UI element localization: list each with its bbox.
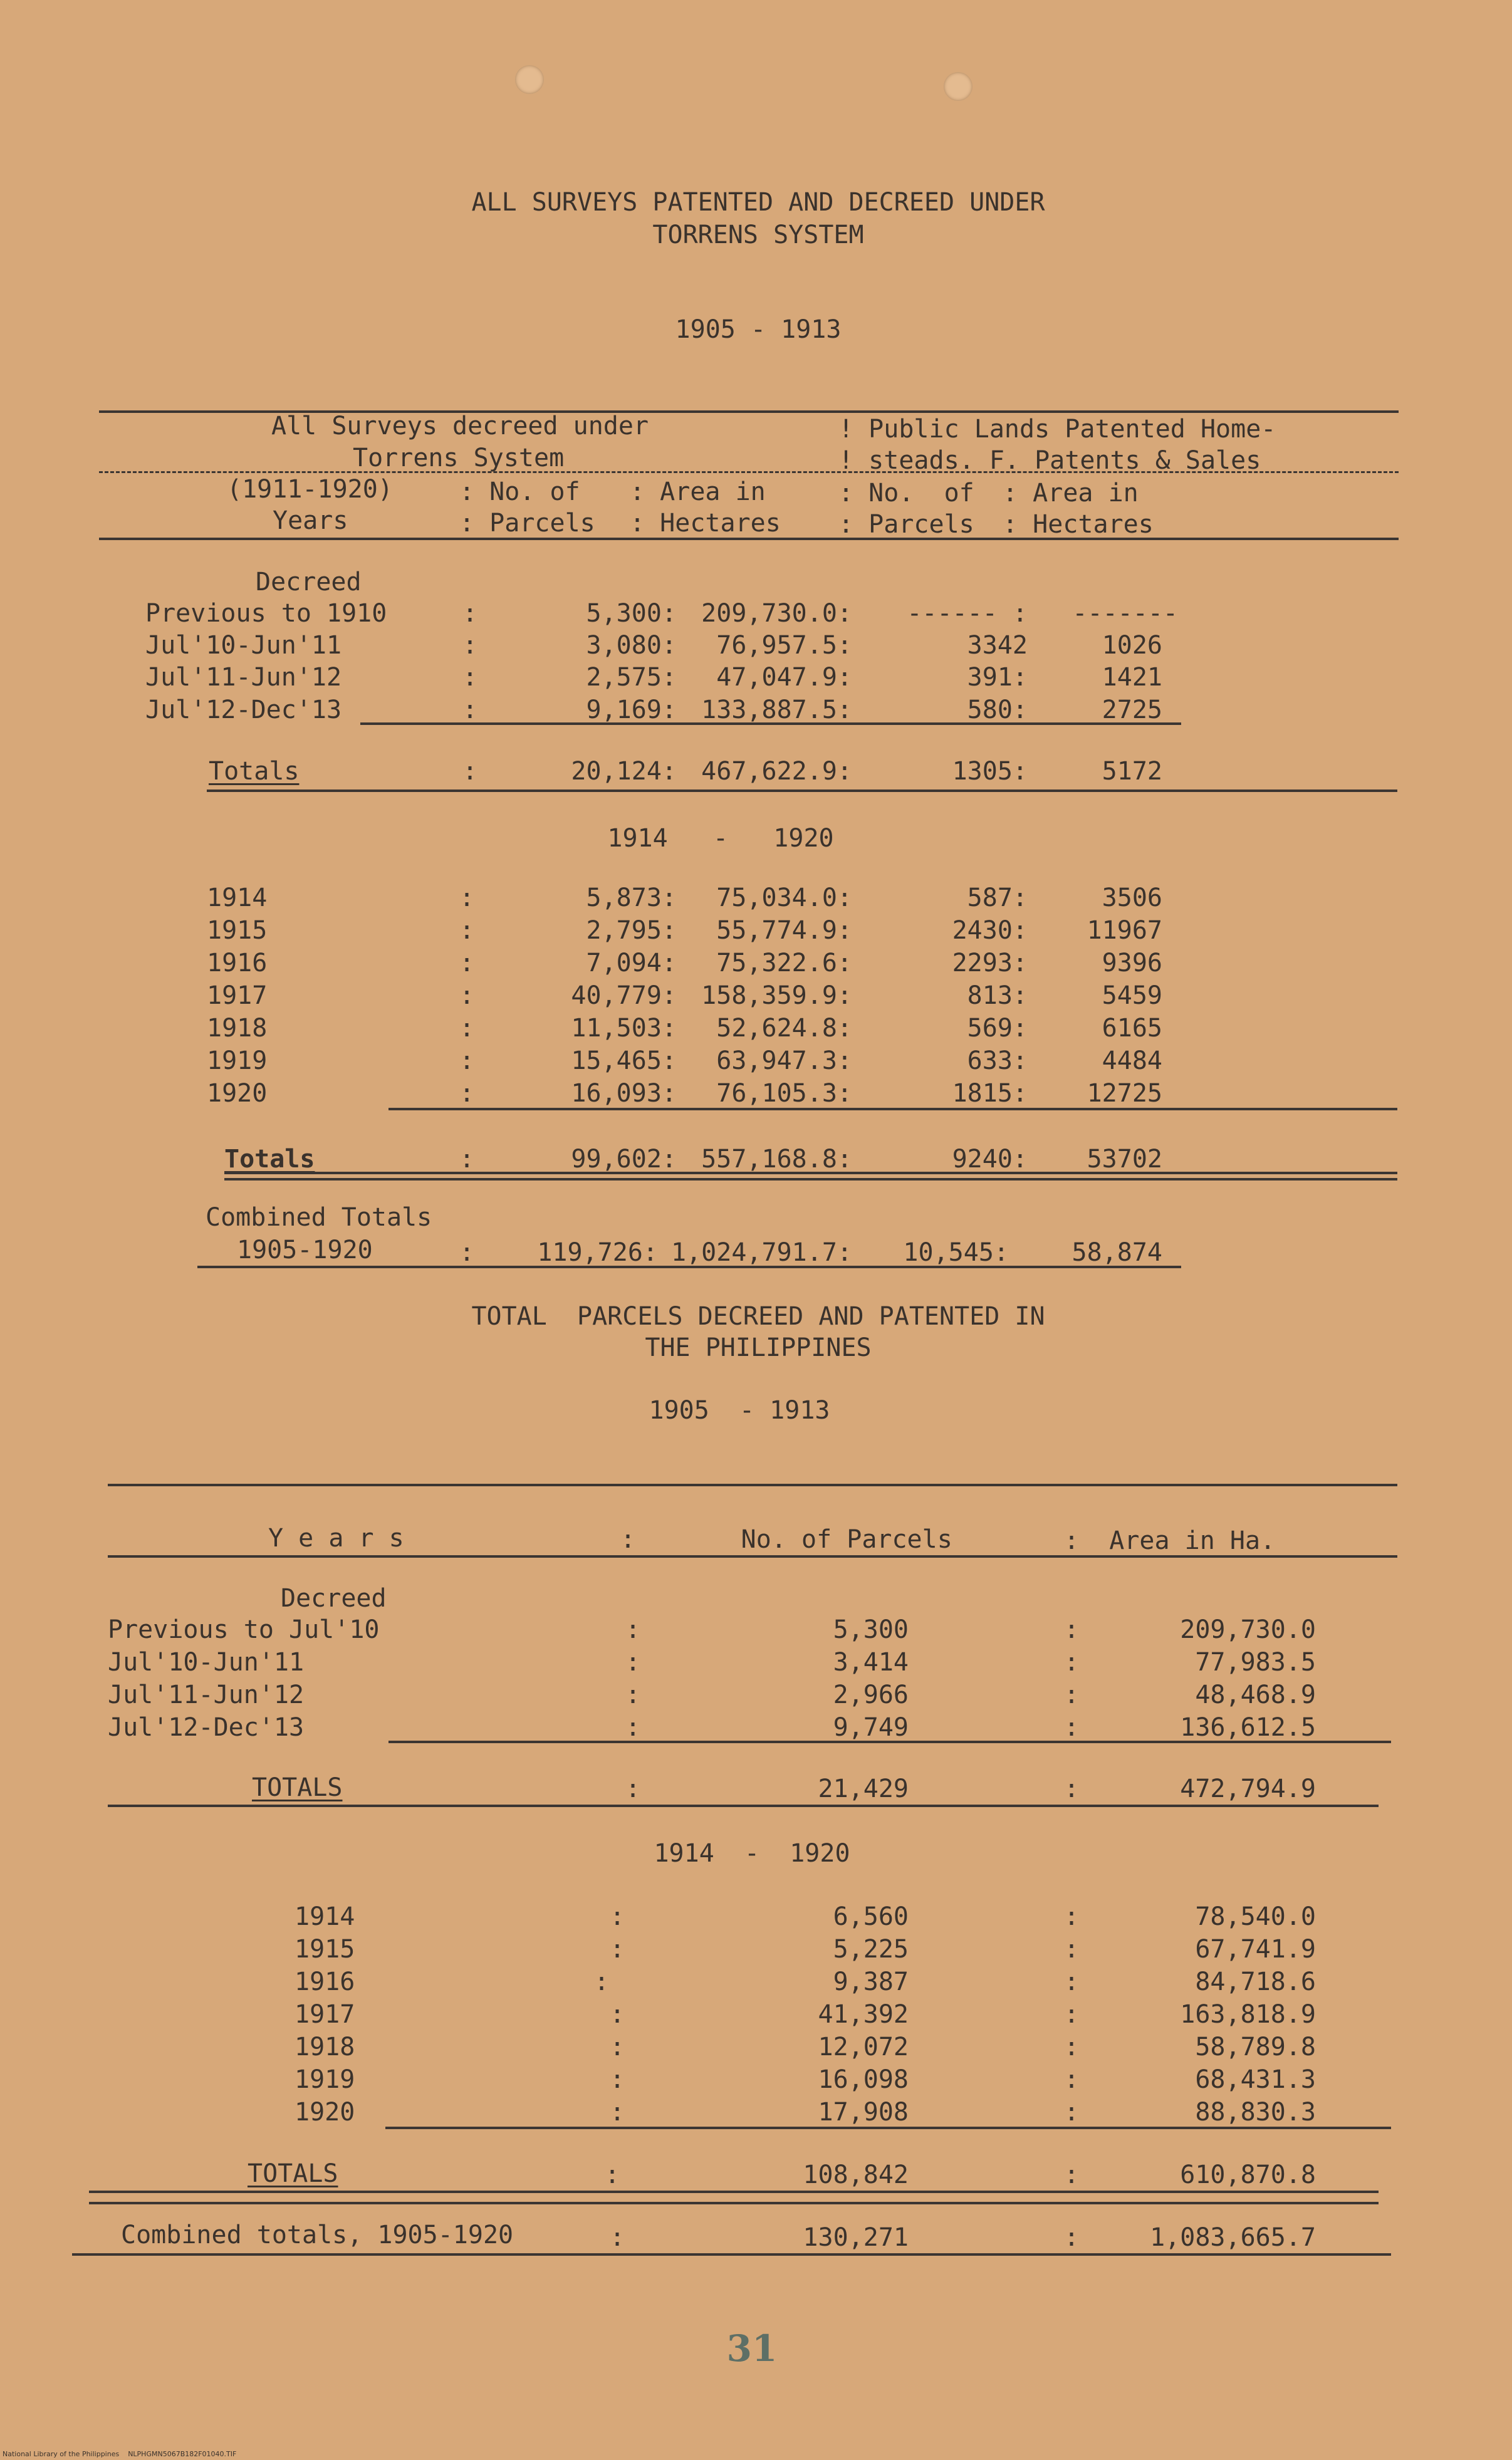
s2-row-area: 67,741.9	[1195, 1935, 1316, 1964]
s2-row-sep: :	[610, 2098, 625, 2127]
s1-row-parcels: 5,873:	[586, 883, 677, 912]
s2-row-sep2: :	[1064, 1935, 1080, 1964]
s2-col-years: Y e a r s	[268, 1524, 404, 1553]
s1-row-sep: :	[459, 1014, 475, 1043]
s1-combined-rule	[197, 1266, 1181, 1268]
s2-row-area: 78,540.0	[1195, 1902, 1316, 1931]
s1-row-pparcels: 391:	[967, 663, 1028, 692]
s1-row-label: 1916	[207, 949, 268, 977]
s2-row-parcels: 6,560	[833, 1902, 909, 1931]
s1-row-area: 75,322.6:	[716, 949, 852, 977]
section1-title-line2: TORRENS SYSTEM	[652, 221, 864, 249]
s2-row-parcels: 5,300	[833, 1615, 909, 1644]
s1-row-pparcels: 2293:	[952, 949, 1028, 977]
s1-row-pparcels: 569:	[967, 1014, 1028, 1043]
s1-combined-parea: 58,874	[1071, 1238, 1162, 1267]
s1-row-sep: :	[459, 1046, 475, 1075]
s2-row-parcels: 12,072	[818, 2033, 909, 2061]
s2-row-label: 1914	[295, 1902, 355, 1931]
s2-row-parcels: 9,387	[833, 1967, 909, 1996]
section1-header-mid-rule	[99, 471, 1399, 473]
col-pparcels-line1: : No. of	[838, 479, 974, 508]
s2-combined-area: 1,083,665.7	[1150, 2223, 1316, 2252]
s1-row-area: 63,947.3:	[716, 1046, 852, 1075]
s1-row-sep: :	[459, 883, 475, 912]
s2-row-sep: :	[625, 1713, 641, 1742]
s1-row-area: 47,047.9:	[716, 663, 852, 692]
s2-row-parcels: 3,414	[833, 1648, 909, 1677]
s1-totals-a-sep: :	[462, 757, 478, 786]
s1-period2: 1914 - 1920	[607, 824, 834, 853]
section2-period: 1905 - 1913	[649, 1396, 830, 1425]
s1-row-area: 133,887.5:	[701, 696, 852, 724]
s1-row-parea: 1026	[1102, 631, 1162, 660]
s1-row-parcels: 9,169:	[586, 696, 677, 724]
s2-rows-a-rule	[388, 1741, 1391, 1743]
s1-row-area: 158,359.9:	[701, 981, 852, 1010]
s2-totals-b-parcels: 108,842	[803, 2160, 909, 2189]
s1-row-label: Jul'10-Jun'11	[145, 631, 342, 660]
s2-row-area: 84,718.6	[1195, 1967, 1316, 1996]
s1-row-parea: -------	[1072, 599, 1178, 628]
s2-combined-sep: :	[610, 2223, 625, 2252]
s1-row-parea: 11967	[1087, 916, 1162, 945]
s2-row-label: 1916	[295, 1967, 355, 1996]
s2-row-sep: :	[610, 1902, 625, 1931]
s2-row-label: 1918	[295, 2033, 355, 2061]
section1-header-bottom-rule	[99, 538, 1399, 540]
s2-row-sep: :	[610, 2033, 625, 2061]
s2-row-sep: :	[625, 1648, 641, 1677]
s1-row-label: 1915	[207, 916, 268, 945]
s1-row-parea: 2725	[1102, 696, 1162, 724]
s2-row-label: Previous to Jul'10	[108, 1615, 380, 1644]
s1-combined-area: 1,024,791.7:	[671, 1238, 852, 1267]
s2-totals-b-label: TOTALS	[248, 2159, 338, 2188]
s2-row-area: 48,468.9	[1195, 1681, 1316, 1709]
s1-row-parcels: 2,575:	[586, 663, 677, 692]
s2-row-sep2: :	[1064, 1648, 1080, 1677]
s1-row-parcels: 16,093:	[571, 1079, 677, 1108]
s1-row-pparcels: 2430:	[952, 916, 1028, 945]
col-pparcels-line2: : Parcels	[838, 510, 974, 539]
s1-row-label: 1914	[207, 883, 268, 912]
s2-row-sep: :	[625, 1681, 641, 1709]
s1-combined-parcels: 119,726:	[537, 1238, 658, 1267]
s1-combined-label2: 1905-1920	[237, 1236, 373, 1264]
s2-row-sep: :	[610, 2000, 625, 2029]
s2-row-parcels: 2,966	[833, 1681, 909, 1709]
s1-totals-b-sep: :	[459, 1145, 475, 1174]
s2-row-sep2: :	[1064, 1681, 1080, 1709]
s2-totals-b-area: 610,870.8	[1180, 2160, 1316, 2189]
s2-row-sep: :	[625, 1615, 641, 1644]
s2-totals-b-rule	[89, 2191, 1379, 2193]
s2-totals-a-rule	[108, 1805, 1379, 1807]
col-years-line2: Years	[273, 506, 348, 535]
s2-combined-parcels: 130,271	[803, 2223, 909, 2252]
s1-row-area: 55,774.9:	[716, 916, 852, 945]
s1-combined-sep: :	[459, 1238, 475, 1267]
s1-row-sep: :	[459, 1079, 475, 1108]
s1-totals-a-parcels: 20,124:	[571, 757, 677, 786]
s2-row-sep2: :	[1064, 1615, 1080, 1644]
s2-row-label: Jul'12-Dec'13	[108, 1713, 305, 1742]
s1-totals-b-label: Totals	[224, 1145, 315, 1174]
s2-row-sep2: :	[1064, 2033, 1080, 2061]
s1-totals-a-area: 467,622.9:	[701, 757, 852, 786]
s1-totals-b-area: 557,168.8:	[701, 1145, 852, 1174]
s2-decreed-label: Decreed	[281, 1584, 387, 1613]
s2-combined-sep2: :	[1064, 2223, 1080, 2252]
s1-row-parcels: 11,503:	[571, 1014, 677, 1043]
s1-row-pparcels: 633:	[967, 1046, 1028, 1075]
s1-row-parcels: 5,300:	[586, 599, 677, 628]
s2-row-area: 136,612.5	[1180, 1713, 1316, 1742]
s1-row-parea: 4484	[1102, 1046, 1162, 1075]
s1-row-sep: :	[459, 981, 475, 1010]
punch-hole-left	[515, 65, 544, 94]
s1-row-label: Jul'12-Dec'13	[145, 696, 342, 724]
s1-row-parea: 6165	[1102, 1014, 1162, 1043]
s2-row-label: Jul'10-Jun'11	[108, 1648, 305, 1677]
s1-row-area: 75,034.0:	[716, 883, 852, 912]
section1-header-left-line2: Torrens System	[353, 444, 565, 472]
section2-top-rule	[108, 1484, 1397, 1486]
s2-row-sep2: :	[1064, 1967, 1080, 1996]
s1-totals-b-rule	[224, 1172, 1397, 1174]
s1-row-area: 52,624.8:	[716, 1014, 852, 1043]
section1-title-line1: ALL SURVEYS PATENTED AND DECREED UNDER	[471, 188, 1045, 217]
s2-row-label: Jul'11-Jun'12	[108, 1681, 305, 1709]
s2-row-sep2: :	[1064, 1713, 1080, 1742]
s1-row-label: 1918	[207, 1014, 268, 1043]
footer-caption: National Library of the Philippines NLPHGMN5067B182F01040.TIF	[3, 2450, 237, 2458]
s1-row-pparcels: 1815:	[952, 1079, 1028, 1108]
s1-row-pparcels: 3342	[967, 631, 1028, 660]
section2-title-line1: TOTAL PARCELS DECREED AND PATENTED IN	[471, 1302, 1045, 1331]
s1-row-sep: :	[462, 599, 478, 628]
s1-row-parcels: 7,094:	[586, 949, 677, 977]
s1-row-label: 1920	[207, 1079, 268, 1108]
s2-period2: 1914 - 1920	[654, 1839, 850, 1868]
s1-row-parcels: 15,465:	[571, 1046, 677, 1075]
s2-row-area: 58,789.8	[1195, 2033, 1316, 2061]
s1-totals-b-parcels: 99,602:	[571, 1145, 677, 1174]
s1-combined-label1: Combined Totals	[206, 1203, 432, 1232]
s1-decreed-label: Decreed	[256, 568, 362, 597]
s2-col-parcels: : No. of Parcels	[620, 1525, 952, 1554]
s1-row-sep: :	[462, 696, 478, 724]
s1-row-sep: :	[459, 949, 475, 977]
punch-hole-right	[944, 72, 972, 101]
s1-row-area: 209,730.0:	[701, 599, 852, 628]
s2-row-area: 163,818.9	[1180, 2000, 1316, 2029]
section1-header-right-line1: ! Public Lands Patented Home-	[838, 415, 1276, 444]
section2-header-rule	[108, 1555, 1397, 1558]
s2-row-sep: :	[594, 1967, 610, 1996]
s1-row-label: 1917	[207, 981, 268, 1010]
s2-row-parcels: 17,908	[818, 2098, 909, 2127]
s2-row-label: 1919	[295, 2065, 355, 2094]
s1-row-parea: 1421	[1102, 663, 1162, 692]
s2-totals-a-parcels: 21,429	[818, 1775, 909, 1803]
s1-row-pparcels: ------ :	[907, 599, 1028, 628]
s1-row-parea: 3506	[1102, 883, 1162, 912]
s1-row-parcels: 2,795:	[586, 916, 677, 945]
s2-combined-rule	[72, 2253, 1391, 2256]
s1-row-pparcels: 580:	[967, 696, 1028, 724]
s1-row-pparcels: 813:	[967, 981, 1028, 1010]
s2-totals-a-area: 472,794.9	[1180, 1775, 1316, 1803]
page-number: 31	[726, 2327, 778, 2370]
s1-row-parea: 5459	[1102, 981, 1162, 1010]
s2-row-area: 88,830.3	[1195, 2098, 1316, 2127]
s2-combined-label: Combined totals, 1905-1920	[121, 2221, 514, 2249]
s1-row-parea: 12725	[1087, 1079, 1162, 1108]
s1-row-label: 1919	[207, 1046, 268, 1075]
s2-row-sep: :	[610, 2065, 625, 2094]
col-years-line1: (1911-1920)	[227, 475, 393, 504]
s2-row-area: 209,730.0	[1180, 1615, 1316, 1644]
s2-totals-a-label: TOTALS	[252, 1773, 343, 1802]
s1-totals-a-rule	[207, 790, 1397, 792]
s2-totals-b-sep2: :	[1064, 2160, 1080, 2189]
s1-row-area: 76,957.5:	[716, 631, 852, 660]
s2-row-label: 1915	[295, 1935, 355, 1964]
s1-rows-b-rule	[388, 1108, 1397, 1110]
col-parcels-line1: : No. of	[459, 477, 580, 506]
section1-header-left-line1: All Surveys decreed under	[271, 412, 649, 440]
s2-row-area: 77,983.5	[1195, 1648, 1316, 1677]
s2-row-label: 1920	[295, 2098, 355, 2127]
s2-rows-b-rule	[385, 2127, 1391, 2129]
s2-totals-a-sep: :	[625, 1775, 641, 1803]
s2-row-label: 1917	[295, 2000, 355, 2029]
s2-row-parcels: 16,098	[818, 2065, 909, 2094]
s2-row-sep: :	[610, 1935, 625, 1964]
s2-totals-b-rule-2	[89, 2202, 1379, 2204]
s1-totals-a-label: Totals	[209, 757, 300, 786]
col-area-line2: : Hectares	[630, 509, 781, 538]
s1-row-parcels: 40,779:	[571, 981, 677, 1010]
s1-row-pparcels: 587:	[967, 883, 1028, 912]
s1-row-sep: :	[462, 663, 478, 692]
s2-row-sep2: :	[1064, 2098, 1080, 2127]
s2-col-area: : Area in Ha.	[1064, 1526, 1276, 1555]
s1-row-parcels: 3,080:	[586, 631, 677, 660]
s1-row-area: 76,105.3:	[716, 1079, 852, 1108]
s1-totals-a-pparcels: 1305:	[952, 757, 1028, 786]
col-parea-line2: : Hectares	[1003, 510, 1154, 539]
s2-row-parcels: 5,225	[833, 1935, 909, 1964]
s1-row-parea: 9396	[1102, 949, 1162, 977]
section1-header-right-line2: ! steads. F. Patents & Sales	[838, 446, 1261, 475]
s1-totals-b-rule-2	[224, 1178, 1397, 1180]
col-parcels-line2: : Parcels	[459, 509, 595, 538]
s1-totals-a-parea: 5172	[1102, 757, 1162, 786]
s2-row-area: 68,431.3	[1195, 2065, 1316, 2094]
s2-row-parcels: 9,749	[833, 1713, 909, 1742]
s1-row-sep: :	[459, 916, 475, 945]
s1-rows-a-rule	[360, 722, 1181, 725]
s2-row-sep2: :	[1064, 2000, 1080, 2029]
section1-period: 1905 - 1913	[675, 315, 842, 344]
s1-combined-pparcels: 10,545:	[903, 1238, 1009, 1267]
s1-row-label: Jul'11-Jun'12	[145, 663, 342, 692]
s2-row-sep2: :	[1064, 2065, 1080, 2094]
s1-totals-b-pparcels: 9240:	[952, 1145, 1028, 1174]
s1-row-label: Previous to 1910	[145, 599, 387, 628]
s1-row-sep: :	[462, 631, 478, 660]
s1-totals-b-parea: 53702	[1087, 1145, 1162, 1174]
col-area-line1: : Area in	[630, 477, 766, 506]
s2-totals-b-sep: :	[605, 2160, 620, 2189]
s2-row-parcels: 41,392	[818, 2000, 909, 2029]
s2-totals-a-sep2: :	[1064, 1775, 1080, 1803]
col-parea-line1: : Area in	[1003, 479, 1139, 508]
section2-title-line2: THE PHILIPPINES	[645, 1333, 872, 1362]
s2-row-sep2: :	[1064, 1902, 1080, 1931]
